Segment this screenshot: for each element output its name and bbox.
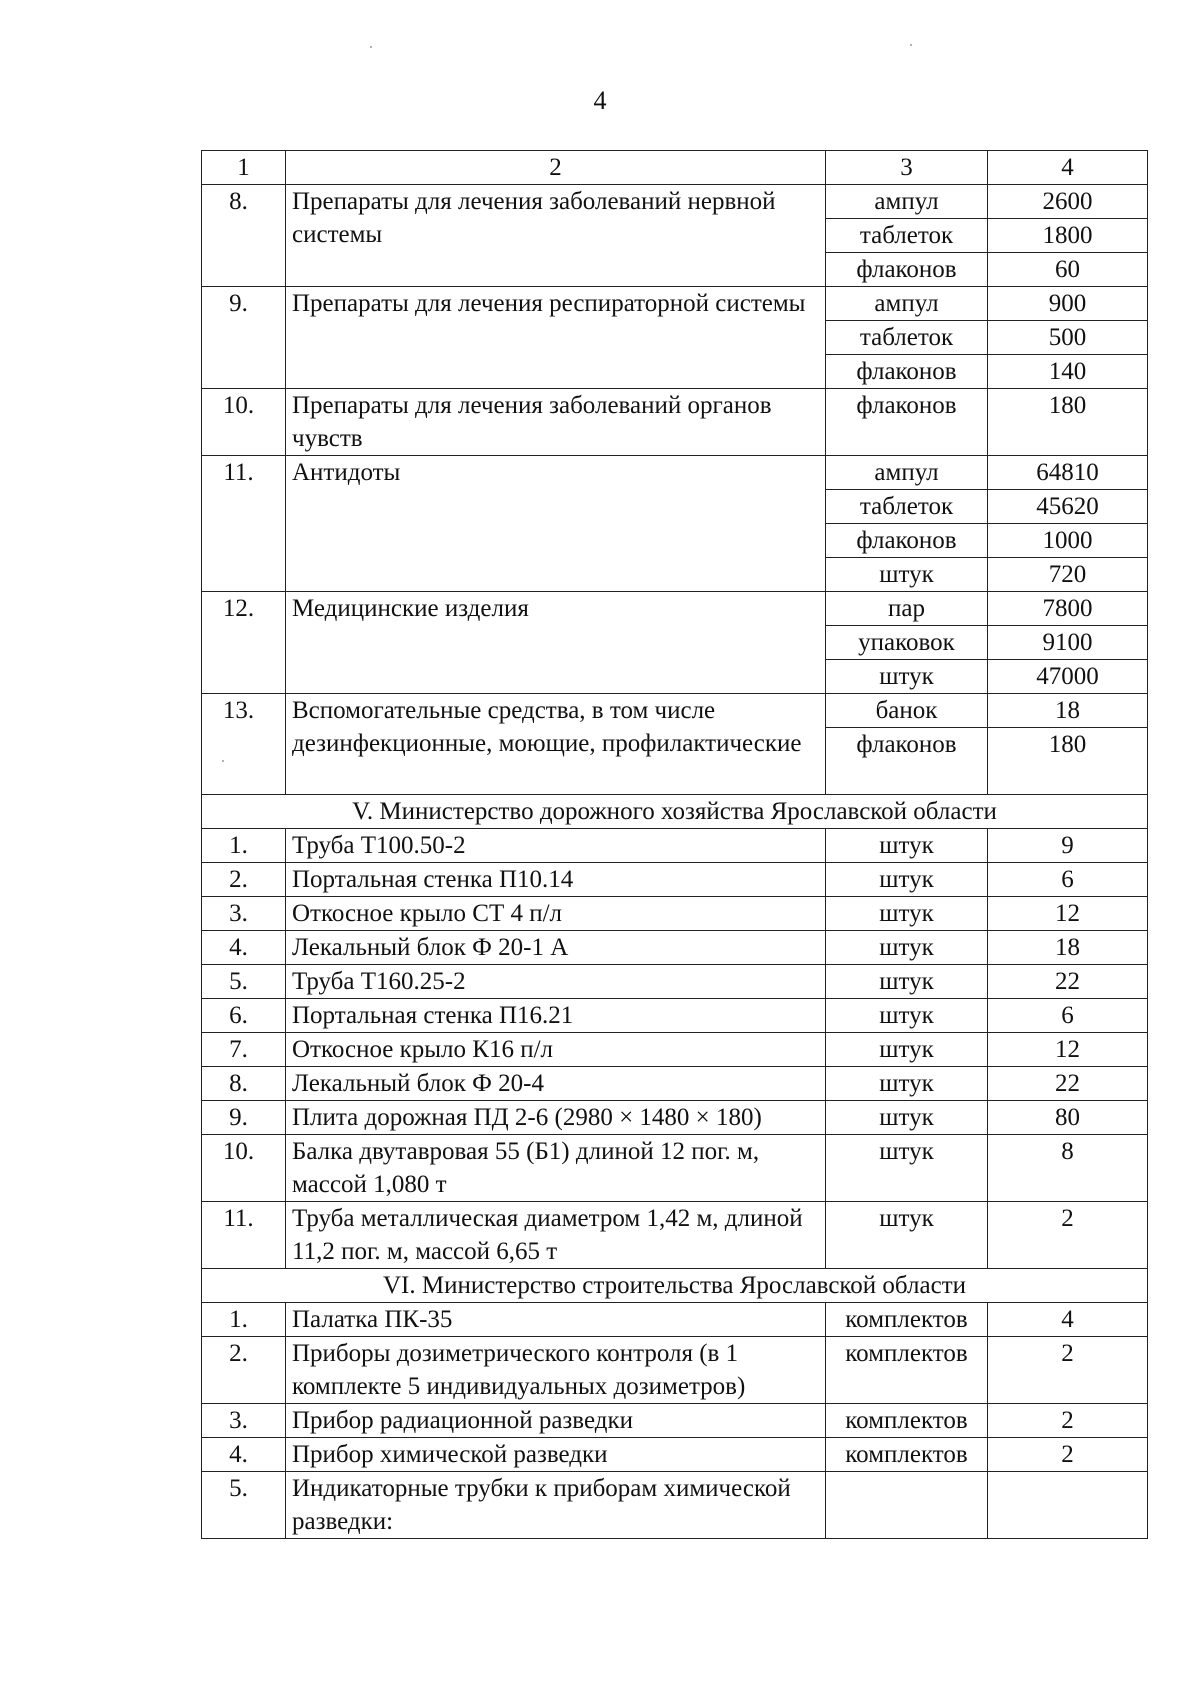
item-name: Препараты для лечения заболеваний нервной системы bbox=[286, 185, 826, 287]
item-unit: таблеток bbox=[826, 321, 988, 355]
table-row bbox=[202, 1303, 1148, 1337]
item-name: Труба металлическая диаметром 1,42 м, длиной 11,2 пог. м, массой 6,65 т bbox=[286, 1202, 826, 1269]
table-row bbox=[202, 456, 1148, 490]
table-row bbox=[202, 1337, 1148, 1404]
item-number: 8. bbox=[202, 1067, 286, 1101]
item-name: Прибор химической разведки bbox=[286, 1438, 826, 1472]
item-quantity: 2 bbox=[988, 1438, 1148, 1472]
scan-speck bbox=[370, 46, 372, 48]
item-number: 3. bbox=[202, 897, 286, 931]
section-title: V. Министерство дорожного хозяйства Ярославской области bbox=[202, 795, 1148, 829]
item-quantity: 60 bbox=[988, 253, 1148, 287]
item-number: 5. bbox=[202, 965, 286, 999]
table-row bbox=[202, 965, 1148, 999]
item-number: 6. bbox=[202, 999, 286, 1033]
item-unit: штук bbox=[826, 1033, 988, 1067]
header-row bbox=[202, 151, 1148, 185]
item-unit: штук bbox=[826, 1135, 988, 1202]
table-row bbox=[202, 1438, 1148, 1472]
item-quantity: 720 bbox=[988, 558, 1148, 592]
table-row bbox=[202, 1472, 1148, 1539]
item-quantity: 80 bbox=[988, 1101, 1148, 1135]
item-quantity: 500 bbox=[988, 321, 1148, 355]
item-name: Балка двутавровая 55 (Б1) длиной 12 пог. м, массой 1,080 т bbox=[286, 1135, 826, 1202]
item-unit: флаконов bbox=[826, 355, 988, 389]
item-unit: штук bbox=[826, 999, 988, 1033]
items-table bbox=[201, 150, 1148, 1539]
item-unit: ампул bbox=[826, 287, 988, 321]
item-quantity: 7800 bbox=[988, 592, 1148, 626]
item-number: 9. bbox=[202, 287, 286, 389]
item-unit: штук bbox=[826, 660, 988, 694]
item-number: 12. bbox=[202, 592, 286, 694]
table-row bbox=[202, 999, 1148, 1033]
item-name: Препараты для лечения респираторной системы bbox=[286, 287, 826, 389]
item-quantity: 47000 bbox=[988, 660, 1148, 694]
item-name: Прибор радиационной разведки bbox=[286, 1404, 826, 1438]
item-quantity: 22 bbox=[988, 1067, 1148, 1101]
table-row bbox=[202, 1101, 1148, 1135]
table-row bbox=[202, 1135, 1148, 1202]
table-row bbox=[202, 931, 1148, 965]
item-unit: флаконов bbox=[826, 728, 988, 795]
item-unit: флаконов bbox=[826, 524, 988, 558]
item-name: Вспомогательные средства, в том числе дезинфекционные, моющие, профилактические bbox=[286, 694, 826, 795]
item-quantity: 6 bbox=[988, 863, 1148, 897]
item-unit: штук bbox=[826, 829, 988, 863]
item-unit: флаконов bbox=[826, 389, 988, 456]
page-number: 4 bbox=[593, 86, 607, 115]
item-number: 8. bbox=[202, 185, 286, 287]
item-number: 4. bbox=[202, 1438, 286, 1472]
item-name: Портальная стенка П16.21 bbox=[286, 999, 826, 1033]
section-row bbox=[202, 795, 1148, 829]
item-quantity: 1000 bbox=[988, 524, 1148, 558]
item-unit: штук bbox=[826, 1202, 988, 1269]
header-cell-3: 3 bbox=[826, 151, 988, 185]
item-quantity: 12 bbox=[988, 1033, 1148, 1067]
item-name: Портальная стенка П10.14 bbox=[286, 863, 826, 897]
item-unit: банок bbox=[826, 694, 988, 728]
table-row bbox=[202, 1067, 1148, 1101]
item-unit: пар bbox=[826, 592, 988, 626]
table-row bbox=[202, 863, 1148, 897]
item-unit: ампул bbox=[826, 185, 988, 219]
item-unit: штук bbox=[826, 1067, 988, 1101]
item-name: Палатка ПК-35 bbox=[286, 1303, 826, 1337]
item-name: Откосное крыло СТ 4 п/л bbox=[286, 897, 826, 931]
item-quantity: 180 bbox=[988, 728, 1148, 795]
item-quantity: 9 bbox=[988, 829, 1148, 863]
table-row bbox=[202, 1404, 1148, 1438]
item-quantity: 4 bbox=[988, 1303, 1148, 1337]
item-number: 2. bbox=[202, 1337, 286, 1404]
item-quantity: 18 bbox=[988, 931, 1148, 965]
item-unit: таблеток bbox=[826, 490, 988, 524]
item-quantity: 64810 bbox=[988, 456, 1148, 490]
item-name: Плита дорожная ПД 2-6 (2980 × 1480 × 180) bbox=[286, 1101, 826, 1135]
item-quantity: 140 bbox=[988, 355, 1148, 389]
table-row bbox=[202, 389, 1148, 456]
item-name: Медицинские изделия bbox=[286, 592, 826, 694]
item-name: Откосное крыло К16 п/л bbox=[286, 1033, 826, 1067]
table-row bbox=[202, 185, 1148, 219]
item-unit: комплектов bbox=[826, 1337, 988, 1404]
item-name: Труба Т160.25-2 bbox=[286, 965, 826, 999]
item-number: 9. bbox=[202, 1101, 286, 1135]
section-title: VI. Министерство строительства Ярославской области bbox=[202, 1269, 1148, 1303]
item-number: 1. bbox=[202, 1303, 286, 1337]
item-unit: штук bbox=[826, 558, 988, 592]
item-quantity: 8 bbox=[988, 1135, 1148, 1202]
items-table-body bbox=[202, 151, 1148, 1539]
item-quantity: 2 bbox=[988, 1202, 1148, 1269]
header-cell-4: 4 bbox=[988, 151, 1148, 185]
item-unit: упаковок bbox=[826, 626, 988, 660]
item-number: 10. bbox=[202, 1135, 286, 1202]
item-unit: штук bbox=[826, 1101, 988, 1135]
table-row bbox=[202, 1202, 1148, 1269]
item-name: Труба Т100.50-2 bbox=[286, 829, 826, 863]
item-number: 3. bbox=[202, 1404, 286, 1438]
item-name: Антидоты bbox=[286, 456, 826, 592]
item-unit bbox=[826, 1472, 988, 1539]
item-quantity: 6 bbox=[988, 999, 1148, 1033]
item-name: Лекальный блок Ф 20-1 А bbox=[286, 931, 826, 965]
item-number: 11. bbox=[202, 456, 286, 592]
item-unit: ампул bbox=[826, 456, 988, 490]
item-quantity: 45620 bbox=[988, 490, 1148, 524]
item-quantity: 180 bbox=[988, 389, 1148, 456]
item-unit: комплектов bbox=[826, 1303, 988, 1337]
header-cell-1: 1 bbox=[202, 151, 286, 185]
item-unit: штук bbox=[826, 965, 988, 999]
item-unit: флаконов bbox=[826, 253, 988, 287]
item-unit: таблеток bbox=[826, 219, 988, 253]
item-number: 2. bbox=[202, 863, 286, 897]
item-quantity bbox=[988, 1472, 1148, 1539]
item-quantity: 2600 bbox=[988, 185, 1148, 219]
item-number: 1. bbox=[202, 829, 286, 863]
table-row bbox=[202, 1033, 1148, 1067]
table-row bbox=[202, 829, 1148, 863]
table-row bbox=[202, 592, 1148, 626]
item-quantity: 9100 bbox=[988, 626, 1148, 660]
item-quantity: 12 bbox=[988, 897, 1148, 931]
item-name: Лекальный блок Ф 20-4 bbox=[286, 1067, 826, 1101]
item-name: Препараты для лечения заболеваний органов чувств bbox=[286, 389, 826, 456]
item-name: Индикаторные трубки к приборам химической разведки: bbox=[286, 1472, 826, 1539]
item-number: 4. bbox=[202, 931, 286, 965]
item-unit: штук bbox=[826, 897, 988, 931]
section-row bbox=[202, 1269, 1148, 1303]
item-name: Приборы дозиметрического контроля (в 1 комплекте 5 индивидуальных дозиметров) bbox=[286, 1337, 826, 1404]
item-number: 7. bbox=[202, 1033, 286, 1067]
item-quantity: 22 bbox=[988, 965, 1148, 999]
item-number: 5. bbox=[202, 1472, 286, 1539]
item-quantity: 900 bbox=[988, 287, 1148, 321]
item-unit: комплектов bbox=[826, 1404, 988, 1438]
item-quantity: 2 bbox=[988, 1337, 1148, 1404]
scan-speck bbox=[910, 44, 912, 46]
item-unit: штук bbox=[826, 863, 988, 897]
table-row bbox=[202, 694, 1148, 728]
item-unit: штук bbox=[826, 931, 988, 965]
table-row bbox=[202, 287, 1148, 321]
item-number: 11. bbox=[202, 1202, 286, 1269]
header-cell-2: 2 bbox=[286, 151, 826, 185]
item-quantity: 18 bbox=[988, 694, 1148, 728]
item-number: 13. bbox=[202, 694, 286, 795]
item-quantity: 1800 bbox=[988, 219, 1148, 253]
table-row bbox=[202, 897, 1148, 931]
item-number: 10. bbox=[202, 389, 286, 456]
item-unit: комплектов bbox=[826, 1438, 988, 1472]
item-quantity: 2 bbox=[988, 1404, 1148, 1438]
